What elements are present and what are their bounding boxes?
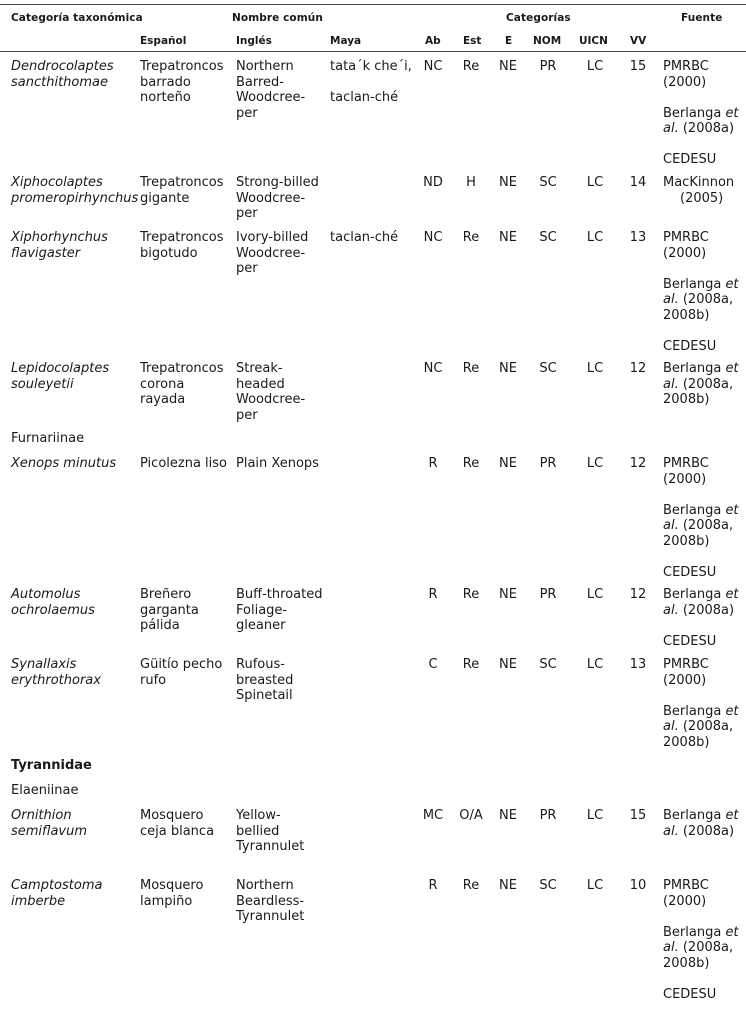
spanish-line: Mosquero — [140, 808, 204, 823]
source-line — [663, 549, 739, 565]
source-line: 2008b) — [663, 734, 710, 750]
spanish-line: bigotudo — [140, 245, 198, 261]
category-vv: 12 — [629, 361, 647, 376]
english-line: per — [236, 261, 258, 276]
english-line: Woodcree- — [236, 245, 306, 261]
subheader-maya: Maya — [330, 35, 362, 47]
subheader-vv: VV — [630, 35, 647, 47]
category-ab: R — [428, 456, 438, 471]
category-ab: NC — [423, 361, 443, 376]
species-name-line: Camptostoma — [11, 878, 103, 893]
source-line: al. (2008a) — [663, 823, 735, 839]
source-line: MacKinnon — [663, 175, 735, 190]
subheader-nom: NOM — [533, 35, 562, 47]
category-est: Re — [462, 361, 480, 376]
source-line: PMRBC — [663, 878, 709, 893]
spanish-line: Picolezna liso — [140, 456, 227, 471]
species-name-line: erythrothorax — [11, 672, 101, 688]
header-categoria: Categoría taxonómica — [11, 12, 143, 24]
category-uicn: LC — [586, 456, 604, 471]
species-name-line: semiflavum — [11, 823, 88, 839]
category-e: NE — [499, 808, 517, 823]
source-line — [663, 487, 739, 503]
category-nom: PR — [539, 808, 557, 823]
source-line: 2008b) — [663, 307, 710, 323]
spanish-line: Breñero — [140, 587, 192, 602]
source — [663, 808, 739, 839]
english-name — [236, 808, 304, 855]
species-name — [11, 59, 114, 90]
category-nom: SC — [539, 657, 557, 672]
species-name-line: Dendrocolaptes — [11, 59, 114, 74]
category-est: Re — [462, 59, 480, 74]
species-name-line: Ornithion — [11, 808, 72, 823]
english-line: breasted — [236, 672, 294, 688]
english-name — [236, 175, 319, 222]
source-line: al. (2008a, — [663, 376, 734, 392]
spanish-line: rayada — [140, 392, 186, 407]
english-name — [236, 456, 319, 472]
source-line: PMRBC — [663, 657, 709, 672]
species-name-line: Synallaxis — [11, 657, 77, 672]
category-uicn: LC — [586, 59, 604, 74]
source-line: 2008b) — [663, 533, 710, 549]
category-nom: SC — [539, 230, 557, 245]
english-name — [236, 657, 293, 704]
species-name — [11, 361, 109, 392]
category-nom: SC — [539, 361, 557, 376]
spanish-line: gigante — [140, 190, 190, 206]
source-line: al. (2008a) — [663, 602, 735, 618]
category-vv: 10 — [629, 878, 647, 893]
category-e: NE — [499, 175, 517, 190]
header-categorias: Categorías — [506, 12, 571, 24]
source-line: Berlanga et — [663, 808, 739, 823]
species-name-line: imberbe — [11, 893, 66, 909]
category-nom: PR — [539, 456, 557, 471]
category-uicn: LC — [586, 587, 604, 602]
english-line: Ivory-billed — [236, 230, 309, 245]
source-line: Berlanga et — [663, 703, 739, 719]
category-e: NE — [499, 59, 517, 74]
spanish-line: pálida — [140, 618, 180, 633]
spanish-line: Trepatroncos — [140, 175, 224, 190]
source — [663, 657, 739, 750]
english-line: Plain Xenops — [236, 456, 319, 471]
english-line: per — [236, 206, 258, 221]
maya-name — [330, 230, 398, 246]
maya-name — [330, 59, 412, 106]
source-line: al. (2008a, — [663, 940, 734, 955]
group-elaeniinae: Elaeniinae — [11, 783, 79, 798]
category-vv: 12 — [629, 587, 647, 602]
species-name — [11, 456, 116, 472]
category-uicn: LC — [586, 230, 604, 245]
category-uicn: LC — [586, 657, 604, 672]
category-e: NE — [499, 878, 517, 893]
category-ab: R — [428, 587, 438, 602]
source-line: 2008b) — [663, 955, 710, 971]
english-name — [236, 878, 304, 925]
table-top-rule — [0, 4, 746, 5]
species-name-line: sancthithomae — [11, 74, 108, 90]
category-ab: C — [428, 657, 438, 672]
spanish-name — [140, 808, 214, 839]
header-fuente: Fuente — [681, 12, 723, 24]
source-line: (2000) — [663, 471, 707, 487]
source-line: Berlanga et — [663, 502, 739, 518]
category-e: NE — [499, 361, 517, 376]
spanish-line: Trepatroncos — [140, 59, 224, 74]
spanish-line: Trepatroncos — [140, 230, 224, 245]
spanish-line: norteño — [140, 90, 191, 105]
spanish-name — [140, 361, 224, 408]
species-name — [11, 175, 138, 206]
source-line — [663, 618, 739, 634]
source-line: Berlanga et — [663, 587, 739, 602]
category-ab: R — [428, 878, 438, 893]
species-name-line: ochrolaemus — [11, 602, 95, 618]
species-name-line: Xiphorhynchus — [11, 230, 108, 245]
source-line: (2000) — [663, 245, 707, 261]
category-ab: NC — [423, 230, 443, 245]
source-line: (2000) — [663, 672, 707, 688]
maya-line: tata´k che´i, — [330, 59, 412, 74]
category-vv: 15 — [629, 59, 647, 74]
english-line: Tyrannulet — [236, 839, 305, 854]
source-line: (2000) — [663, 893, 707, 909]
spanish-line: Mosquero — [140, 878, 204, 893]
spanish-line: lampiño — [140, 893, 193, 909]
group-furnariinae: Furnariinae — [11, 431, 85, 446]
species-name-line: promeropirhynchus — [11, 190, 139, 206]
source — [663, 878, 739, 1002]
category-est: Re — [462, 878, 480, 893]
category-est: O/A — [459, 808, 483, 823]
category-vv: 15 — [629, 808, 647, 823]
english-line: Tyrannulet — [236, 909, 305, 924]
category-nom: PR — [539, 587, 557, 602]
source — [663, 587, 739, 649]
source-line: CEDESU — [663, 152, 717, 167]
category-ab: NC — [423, 59, 443, 74]
source-line: al. (2008a, — [663, 719, 734, 734]
source — [663, 175, 734, 206]
spanish-name — [140, 175, 224, 206]
category-uicn: LC — [586, 808, 604, 823]
category-ab: MC — [422, 808, 444, 823]
english-line: Rufous- — [236, 657, 285, 672]
category-uicn: LC — [586, 361, 604, 376]
source — [663, 230, 739, 354]
subheader-ab: Ab — [425, 35, 441, 47]
spanish-name — [140, 456, 227, 472]
source-line — [663, 323, 739, 339]
spanish-line: rufo — [140, 672, 167, 688]
source-line — [663, 137, 739, 153]
subheader-ingles: Inglés — [236, 35, 272, 47]
maya-line: taclan-ché — [330, 90, 399, 105]
species-name — [11, 230, 108, 261]
english-name — [236, 361, 305, 423]
english-line: Northern — [236, 59, 294, 74]
source-line: al. (2008a, — [663, 518, 734, 533]
category-vv: 12 — [629, 456, 647, 471]
header-bottom-rule — [0, 51, 746, 52]
english-line: Woodcree- — [236, 190, 306, 206]
species-name — [11, 587, 95, 618]
category-est: H — [466, 175, 476, 190]
spanish-line: Güitío pecho — [140, 657, 223, 672]
source-line: PMRBC — [663, 456, 709, 471]
category-nom: SC — [539, 878, 557, 893]
spanish-name — [140, 230, 224, 261]
english-line: Strong-billed — [236, 175, 319, 190]
source-line — [663, 90, 739, 106]
english-name — [236, 587, 322, 634]
species-name-line: Xenops minutus — [11, 456, 117, 471]
source-line: al. (2008a, — [663, 292, 734, 307]
category-nom: SC — [539, 175, 557, 190]
source-line — [663, 261, 739, 277]
category-vv: 14 — [629, 175, 647, 190]
spanish-name — [140, 587, 199, 634]
english-line: bellied — [236, 823, 280, 839]
category-est: Re — [462, 230, 480, 245]
species-name — [11, 808, 87, 839]
spanish-line: garganta — [140, 602, 199, 618]
source-line: 2008b) — [663, 392, 710, 407]
subheader-espanol: Español — [140, 35, 187, 47]
header-nombre-comun: Nombre común — [232, 12, 323, 24]
english-line: gleaner — [236, 618, 286, 633]
category-uicn: LC — [586, 878, 604, 893]
source-line: Berlanga et — [663, 924, 739, 940]
source-line: al. (2008a) — [663, 121, 735, 136]
category-e: NE — [499, 230, 517, 245]
maya-line: taclan-ché — [330, 230, 399, 245]
english-name — [236, 59, 305, 121]
source-line: Berlanga et — [663, 361, 739, 376]
source-line: PMRBC — [663, 59, 709, 74]
english-line: headed — [236, 376, 285, 392]
spanish-name — [140, 59, 224, 106]
spanish-line: barrado — [140, 74, 191, 90]
english-line: Streak- — [236, 361, 283, 376]
english-line: Beardless- — [236, 893, 305, 909]
subheader-est: Est — [463, 35, 482, 47]
spanish-name — [140, 657, 222, 688]
species-name-line: Automolus — [11, 587, 81, 602]
english-line: Spinetail — [236, 688, 293, 703]
species-name-line: souleyetii — [11, 376, 74, 392]
source-line — [663, 909, 739, 925]
english-line: Woodcree- — [236, 90, 306, 105]
spanish-line: corona — [140, 376, 185, 392]
source-line: CEDESU — [663, 633, 717, 649]
source-line — [663, 971, 739, 987]
category-vv: 13 — [629, 230, 647, 245]
subheader-e: E — [505, 35, 513, 47]
source-line: Berlanga et — [663, 105, 739, 121]
category-est: Re — [462, 456, 480, 471]
english-line: Buff-throated — [236, 587, 323, 602]
source-line: CEDESU — [663, 564, 717, 580]
spanish-line: ceja blanca — [140, 823, 215, 839]
english-name — [236, 230, 308, 277]
source — [663, 59, 739, 168]
english-line: per — [236, 407, 258, 423]
group-tyrannidae: Tyrannidae — [11, 758, 92, 773]
source-line: (2005) — [680, 190, 724, 206]
species-name — [11, 878, 102, 909]
species-name-line: Lepidocolaptes — [11, 361, 110, 376]
category-est: Re — [462, 587, 480, 602]
category-uicn: LC — [586, 175, 604, 190]
spanish-name — [140, 878, 203, 909]
source — [663, 456, 739, 580]
english-line: Woodcree- — [236, 392, 306, 407]
subheader-uicn: UICN — [579, 35, 608, 47]
species-name-line: flavigaster — [11, 245, 81, 261]
category-e: NE — [499, 657, 517, 672]
spanish-line: Trepatroncos — [140, 361, 224, 376]
species-name — [11, 657, 101, 688]
category-e: NE — [499, 456, 517, 471]
category-e: NE — [499, 587, 517, 602]
source-line — [663, 688, 739, 704]
source-line: Berlanga et — [663, 276, 739, 292]
category-vv: 13 — [629, 657, 647, 672]
source-line: CEDESU — [663, 338, 717, 354]
english-line: per — [236, 105, 258, 121]
source-line: (2000) — [663, 74, 707, 90]
english-line: Barred- — [236, 74, 285, 90]
category-ab: ND — [423, 175, 443, 190]
english-line: Foliage- — [236, 602, 288, 618]
source-line: PMRBC — [663, 230, 709, 245]
source-line: CEDESU — [663, 986, 717, 1002]
category-nom: PR — [539, 59, 557, 74]
species-name-line: Xiphocolaptes — [11, 175, 103, 190]
source — [663, 361, 739, 408]
english-line: Yellow- — [236, 808, 281, 823]
english-line: Northern — [236, 878, 294, 893]
maya-line — [330, 75, 412, 91]
category-est: Re — [462, 657, 480, 672]
